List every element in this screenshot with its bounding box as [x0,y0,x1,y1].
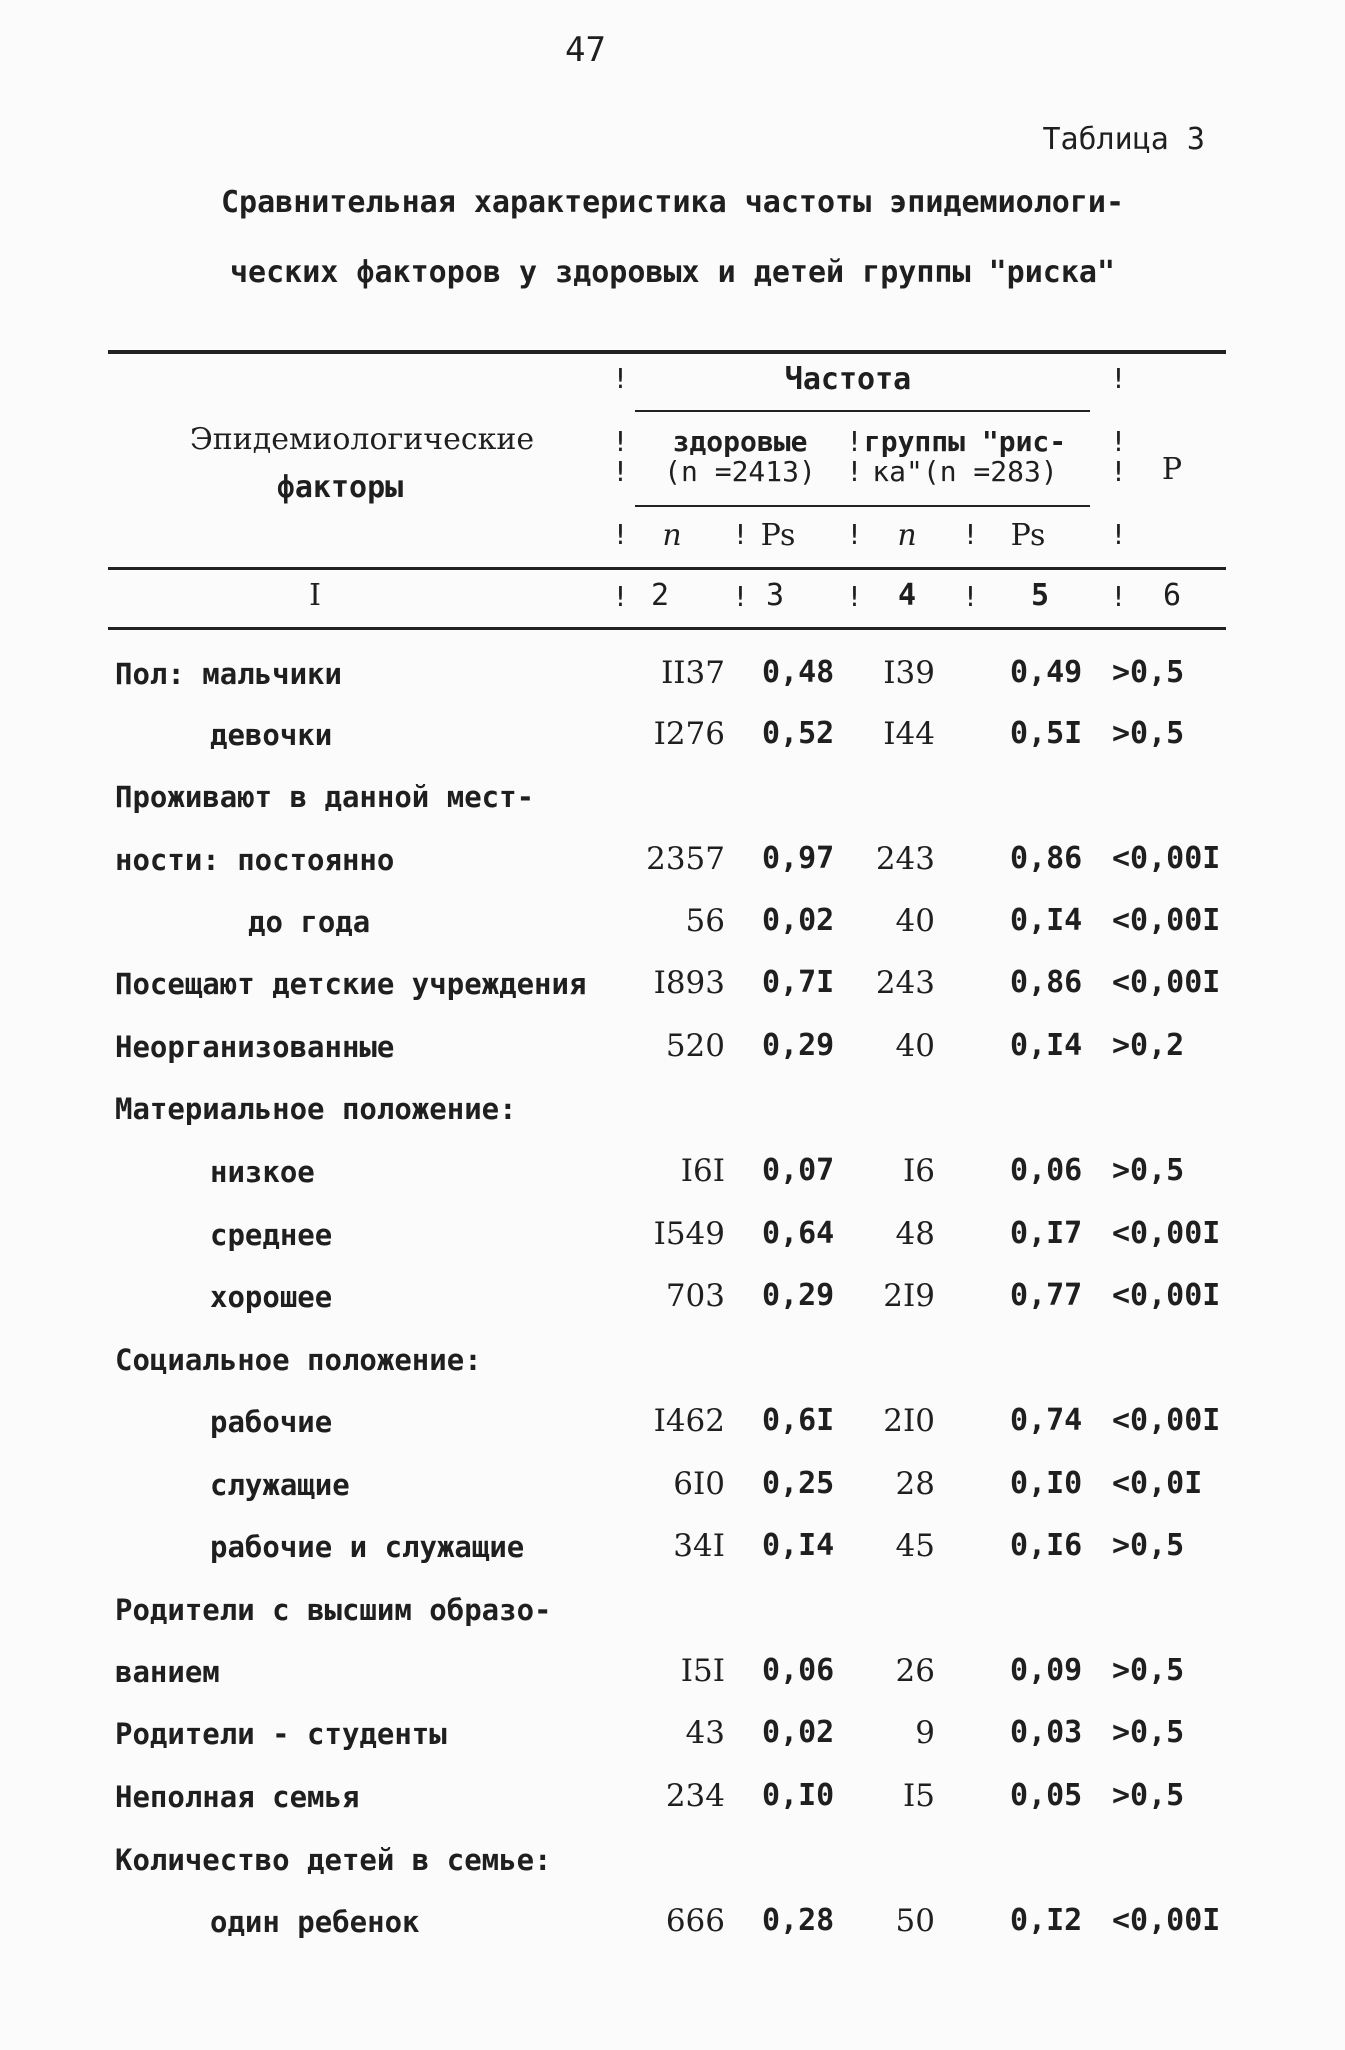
healthy-n: I5I [680,1653,725,1689]
p-value: >0,5 [1112,1653,1185,1688]
healthy-ps: 0,28 [762,1903,835,1938]
row-label: рабочие и служащие [210,1530,525,1564]
row-label: Родители с высшим образо- [115,1593,552,1627]
header-separator: ! [1110,425,1127,458]
healthy-n: 666 [665,1903,725,1939]
risk-ps: 0,I4 [1010,903,1083,938]
p-value: >0,5 [1112,1153,1185,1188]
column-number-3: 3 [765,578,785,613]
healthy-ps: 0,7I [762,965,835,1000]
healthy-ps: 0,I0 [762,1778,835,1813]
healthy-ps: 0,48 [762,655,835,690]
healthy-n: I893 [653,965,725,1001]
row-label: Материальное положение: [115,1092,517,1126]
frequency-underline [635,410,1090,412]
risk-group-header-line-1: группы "рис- [863,425,1067,458]
row-label: рабочие [210,1405,333,1439]
risk-n: I5 [903,1778,935,1814]
healthy-n: I276 [653,716,725,752]
column-number-separator: ! [732,580,749,613]
p-value: <0,00I [1112,1216,1221,1251]
header-rule [108,567,1226,570]
risk-ps: 0,I6 [1010,1528,1083,1563]
header-separator: ! [612,518,629,551]
row-label: Социальное положение: [115,1343,482,1377]
risk-ps: 0,05 [1010,1778,1083,1813]
risk-n: I44 [883,716,935,752]
risk-n: 28 [895,1466,935,1502]
header-separator: ! [612,362,629,395]
row-label: Неорганизованные [115,1030,395,1064]
healthy-ps: 0,64 [762,1216,835,1251]
header-separator: ! [1110,362,1127,395]
column-number-4: 4 [897,578,917,613]
row-label: Родители - студенты [115,1717,447,1751]
column-number-5: 5 [1030,578,1050,613]
p-value: <0,00I [1112,1278,1221,1313]
p-value: >0,5 [1112,716,1185,751]
healthy-n: 6I0 [673,1466,725,1502]
risk-ps: 0,74 [1010,1403,1083,1438]
table-title-line-1: Сравнительная характеристика частоты эпидемиологи- [220,185,1125,220]
risk-ps: 0,06 [1010,1153,1083,1188]
header-separator: ! [1110,455,1127,488]
row-label: хорошее [210,1280,333,1314]
healthy-ps: 0,97 [762,841,835,876]
factor-column-header-line-2: факторы [276,470,404,505]
frequency-header: Частота [784,362,912,397]
healthy-n: I462 [653,1403,725,1439]
column-number-separator: ! [846,580,863,613]
risk-ps: 0,86 [1010,965,1083,1000]
header-separator: ! [962,518,979,551]
risk-n: 45 [895,1528,935,1564]
p-value: >0,5 [1112,1715,1185,1750]
healthy-group-header-line-1: здоровые [672,425,808,458]
p-value: >0,5 [1112,655,1185,690]
subgroup-underline [635,505,1090,507]
row-label: Неполная семья [115,1780,360,1814]
healthy-n: 234 [665,1778,725,1814]
risk-n: 26 [895,1653,935,1689]
column-numbers-rule [108,627,1226,630]
row-label: ванием [115,1655,220,1689]
healthy-ps: 0,06 [762,1653,835,1688]
row-label: девочки [210,718,333,752]
row-label: Проживают в данной мест- [115,780,535,814]
risk-n: 243 [875,841,935,877]
risk-n: 40 [895,903,935,939]
healthy-n: 56 [685,903,725,939]
healthy-group-header-line-2: (n =2413) [664,455,816,488]
n-header-risk: n [897,518,917,553]
risk-n: I39 [883,655,935,691]
header-separator: ! [846,455,863,488]
risk-ps: 0,77 [1010,1278,1083,1313]
healthy-ps: 0,02 [762,903,835,938]
risk-n: 48 [895,1216,935,1252]
risk-n: 9 [915,1715,935,1751]
n-header-healthy: n [662,518,682,553]
risk-ps: 0,49 [1010,655,1083,690]
p-value: <0,00I [1112,965,1221,1000]
healthy-ps: 0,25 [762,1466,835,1501]
risk-ps: 0,86 [1010,841,1083,876]
column-number-separator: ! [962,580,979,613]
healthy-ps: 0,02 [762,1715,835,1750]
column-number-1: I [309,578,321,613]
row-label: ности: постоянно [115,843,395,877]
p-value: >0,5 [1112,1778,1185,1813]
row-label: Посещают детские учреждения [115,967,587,1001]
healthy-n: I6I [680,1153,725,1189]
row-label: Пол: мальчики [115,657,342,691]
header-separator: ! [846,425,863,458]
ps-header-risk: Ps [1010,518,1046,553]
risk-ps: 0,I4 [1010,1028,1083,1063]
row-label: Количество детей в семье: [115,1843,552,1877]
risk-ps: 0,09 [1010,1653,1083,1688]
p-value: >0,5 [1112,1528,1185,1563]
risk-n: 2I9 [883,1278,935,1314]
row-label: низкое [210,1155,315,1189]
risk-n: 2I0 [883,1403,935,1439]
header-separator: ! [612,425,629,458]
p-value: <0,0I [1112,1466,1203,1501]
header-separator: ! [732,518,749,551]
p-value: >0,2 [1112,1028,1185,1063]
p-value: <0,00I [1112,1903,1221,1938]
ps-header-healthy: Ps [760,518,796,553]
column-number-separator: ! [1110,580,1127,613]
row-label: до года [248,905,371,939]
table-title-line-2: ческих факторов у здоровых и детей группы "риска" [229,255,1115,290]
column-number-separator: ! [612,580,629,613]
row-label: среднее [210,1218,333,1252]
risk-n: I6 [903,1153,935,1189]
header-separator: ! [612,455,629,488]
p-column-header: P [1161,452,1183,487]
header-separator: ! [1110,518,1127,551]
healthy-ps: 0,29 [762,1278,835,1313]
healthy-n: II37 [661,655,725,691]
healthy-ps: 0,07 [762,1153,835,1188]
p-value: <0,00I [1112,903,1221,938]
risk-ps: 0,I2 [1010,1903,1083,1938]
risk-ps: 0,03 [1010,1715,1083,1750]
p-value: <0,00I [1112,841,1221,876]
healthy-n: 43 [685,1715,725,1751]
healthy-n: 2357 [646,841,725,877]
risk-n: 243 [875,965,935,1001]
healthy-n: 520 [665,1028,725,1064]
header-separator: ! [846,518,863,551]
risk-ps: 0,5I [1010,716,1083,751]
column-number-6: 6 [1162,578,1182,613]
healthy-ps: 0,52 [762,716,835,751]
healthy-ps: 0,29 [762,1028,835,1063]
top-rule [108,350,1226,354]
healthy-n: I549 [653,1216,725,1252]
risk-ps: 0,I7 [1010,1216,1083,1251]
p-value: <0,00I [1112,1403,1221,1438]
healthy-n: 34I [673,1528,725,1564]
factor-column-header-line-1: Эпидемиологические [189,422,535,457]
row-label: один ребенок [210,1905,420,1939]
risk-ps: 0,I0 [1010,1466,1083,1501]
risk-group-header-line-2: ка"(n =283) [872,455,1058,488]
page-number: 47 [565,30,606,70]
row-label: служащие [210,1468,350,1502]
risk-n: 50 [895,1903,935,1939]
healthy-n: 703 [665,1278,725,1314]
table-label: Таблица 3 [1042,122,1205,157]
healthy-ps: 0,I4 [762,1528,835,1563]
column-number-2: 2 [650,578,670,613]
risk-n: 40 [895,1028,935,1064]
healthy-ps: 0,6I [762,1403,835,1438]
